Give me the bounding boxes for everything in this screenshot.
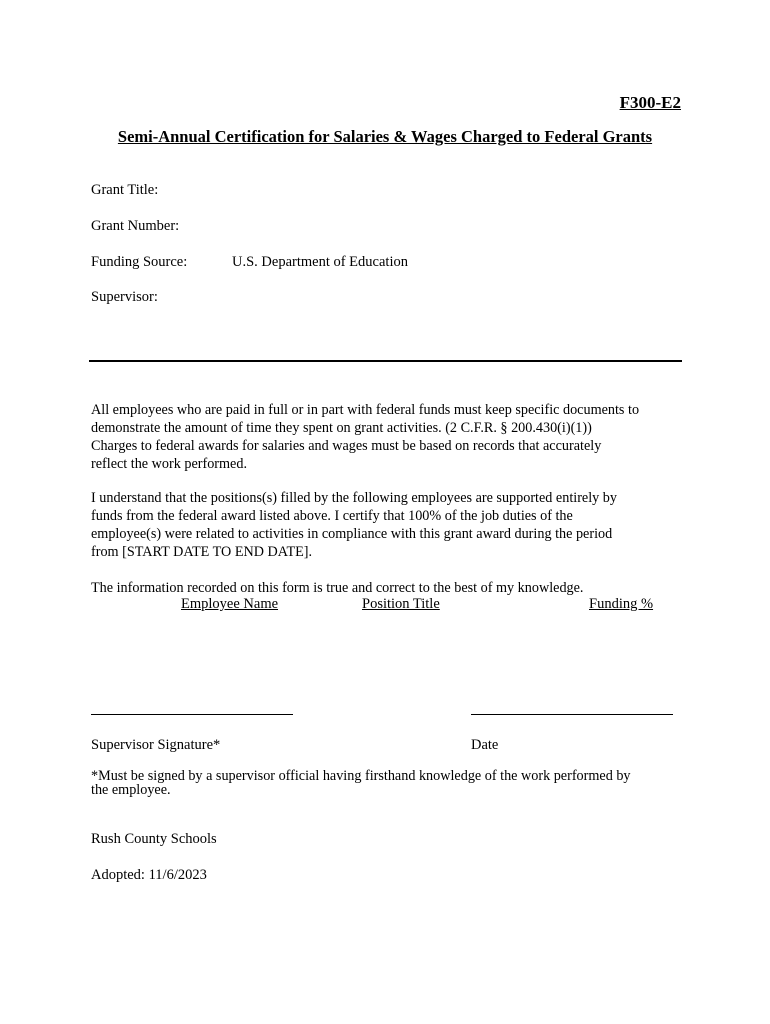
paragraph-requirements bbox=[91, 401, 691, 473]
note-line: the employee. bbox=[91, 782, 171, 798]
paragraph-line: reflect the work performed. bbox=[91, 456, 247, 472]
funding-source-label: Funding Source: bbox=[91, 254, 188, 270]
form-id: F300-E2 bbox=[619, 93, 681, 112]
paragraph-line: funds from the federal award listed above. I certify that 100% of the job duties of the bbox=[91, 508, 573, 524]
supervisor-label: Supervisor: bbox=[91, 289, 158, 305]
form-title: Semi-Annual Certification for Salaries & Wages Charged to Federal Grants bbox=[117, 127, 653, 146]
paragraph-line: The information recorded on this form is true and correct to the best of my knowledge. bbox=[91, 580, 584, 596]
paragraph-line: I understand that the positions(s) filled by the following employees are supported entirely by bbox=[91, 490, 617, 506]
signature-note bbox=[91, 769, 631, 797]
grant-title-label: Grant Title: bbox=[91, 182, 159, 198]
paragraph-line: from [START DATE TO END DATE]. bbox=[91, 544, 313, 560]
paragraph-line: Charges to federal awards for salaries and wages must be based on records that accurately bbox=[91, 438, 602, 454]
paragraph-attestation bbox=[91, 579, 691, 597]
paragraph-line: All employees who are paid in full or in part with federal funds must keep specific documents to bbox=[91, 402, 640, 418]
column-header-employee-name: Employee Name bbox=[181, 596, 279, 612]
column-header-position-title: Position Title bbox=[362, 596, 440, 612]
paragraph-line: employee(s) were related to activities in compliance with this grant award during the period bbox=[91, 526, 613, 542]
section-divider bbox=[89, 360, 682, 362]
organization-name: Rush County Schools bbox=[91, 831, 217, 847]
funding-source-value: U.S. Department of Education bbox=[232, 254, 408, 270]
paragraph-certification bbox=[91, 489, 691, 561]
grant-number-label: Grant Number: bbox=[91, 218, 180, 234]
supervisor-signature-line[interactable] bbox=[91, 714, 293, 715]
column-header-funding-percent: Funding % bbox=[589, 596, 654, 612]
adopted-date: Adopted: 11/6/2023 bbox=[91, 867, 207, 883]
date-label: Date bbox=[471, 737, 499, 753]
paragraph-line: demonstrate the amount of time they spent on grant activities. (2 C.F.R. § 200.430(i)(1)) bbox=[91, 420, 592, 436]
supervisor-signature-label: Supervisor Signature* bbox=[91, 737, 221, 753]
date-line[interactable] bbox=[471, 714, 673, 715]
note-line: *Must be signed by a supervisor official having firsthand knowledge of the work performed by bbox=[91, 768, 631, 784]
